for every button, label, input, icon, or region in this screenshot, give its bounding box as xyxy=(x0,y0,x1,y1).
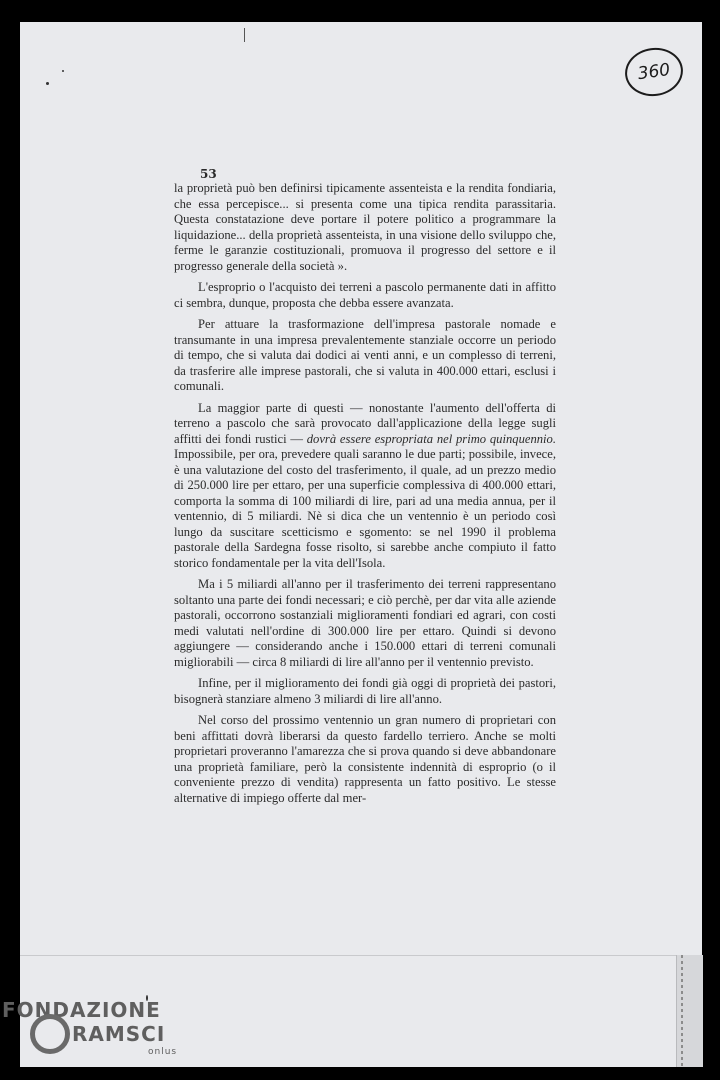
page-edge-line xyxy=(20,955,676,956)
paragraph: la proprietà può ben definirsi tipicamente assenteista e la rendita fondiaria, che essa percepisce... si presenta come una tipica rendita parassitaria. Questa constatazione deve portare il potere politico a programmare la liquidazione... della proprietà assenteista, in una visione dello sviluppo che, ferme le garanzie costituzionali, promuova il progresso del settore e il progresso generale della società ». xyxy=(174,181,556,273)
watermark-line2 xyxy=(32,1024,165,1044)
page-edge-shadow xyxy=(676,955,703,1067)
watermark-line2-text: RAMSCI xyxy=(72,1022,166,1046)
paragraph: Nel corso del prossimo ventennio un gran numero di proprietari con beni affittati dovrà liberarsi da questo fardello terriero. Anche se molti proprietari proveranno l'amarezza che si prova quando si deve abbandonare una proprietà familiare, però la consistente indennità di esproprio (o il conveniente prezzo di vendita) rappresenta un fatto positivo. Le stesse alternative di impiego offerte dal mer- xyxy=(174,713,556,805)
scan-speck xyxy=(62,70,64,72)
paragraph: Ma i 5 miliardi all'anno per il trasferimento dei terreni rappresentano soltanto una parte dei fondi necessari; e ciò perchè, per dar vita alle aziende pastorali, occorrono sostanziali miglioramenti fondiari ed agrari, con costi medi valutati nell'ordine di 300.000 lire per ettaro. Quindi si devono aggiungere — considerando anche i 150.000 ettari di terreni comunali migliorabili — circa 8 miliardi di lire all'anno per il ventennio previsto. xyxy=(174,577,556,669)
paragraph: L'esproprio o l'acquisto dei terreni a pascolo permanente dati in affitto ci sembra, dunque, proposta che debba essere avanzata. xyxy=(174,280,556,310)
watermark-logo xyxy=(2,998,178,1057)
scan-speck xyxy=(46,82,49,85)
watermark-g-icon xyxy=(30,1014,70,1054)
page-number: 53 xyxy=(200,167,217,181)
paragraph xyxy=(174,401,556,572)
scan-mark xyxy=(244,28,245,42)
watermark-suffix: onlus xyxy=(148,1047,178,1057)
paragraph: Per attuare la trasformazione dell'impresa pastorale nomade e transumante in una impresa prevalentemente stanziale occorre un periodo di tempo, che si valuta dai dodici ai venti anni, e un complesso di terreni, da trasferire alle imprese pastorali, che si valuta in 400.000 ettari, esclusi i comunali. xyxy=(174,317,556,393)
paragraph-text: Impossibile, per ora, prevedere quali saranno le due parti; possibile, invece, è una valutazione del costo del trasferimento, il quale, ad un prezzo medio di 250.000 lire per ettaro, per una superficie complessiva di 400.000 ettari, comporta la somma di 100 miliardi di lire, pari ad una media annua, per il ventennio, di 5 miliardi. Nè si dica che un ventennio è un periodo così lungo da suscitare scetticismo e sgomento: se nel 1990 il problema pastorale della Sardegna fosse risolto, si sarebbe anche compiuto il fatto storico fondamentale per la vita dell'Isola. xyxy=(174,447,556,570)
body-text xyxy=(174,181,556,812)
paragraph-text: La maggior parte di questi — nonostante l'aumento dell'offerta di terreno a pascolo che sarà provocato dall'applicazione della legge sugli affitti dei fondi rustici — xyxy=(174,400,556,446)
emphasized-text: dovrà essere espropriata nel primo quinquennio. xyxy=(306,431,556,446)
paragraph: Infine, per il miglioramento dei fondi già oggi di proprietà dei pastori, bisognerà stanziare almeno 3 miliardi di lire all'anno. xyxy=(174,676,556,706)
watermark-line1: FONDAZIONE xyxy=(2,998,161,1022)
archive-number-stamp: 360 xyxy=(622,44,686,100)
